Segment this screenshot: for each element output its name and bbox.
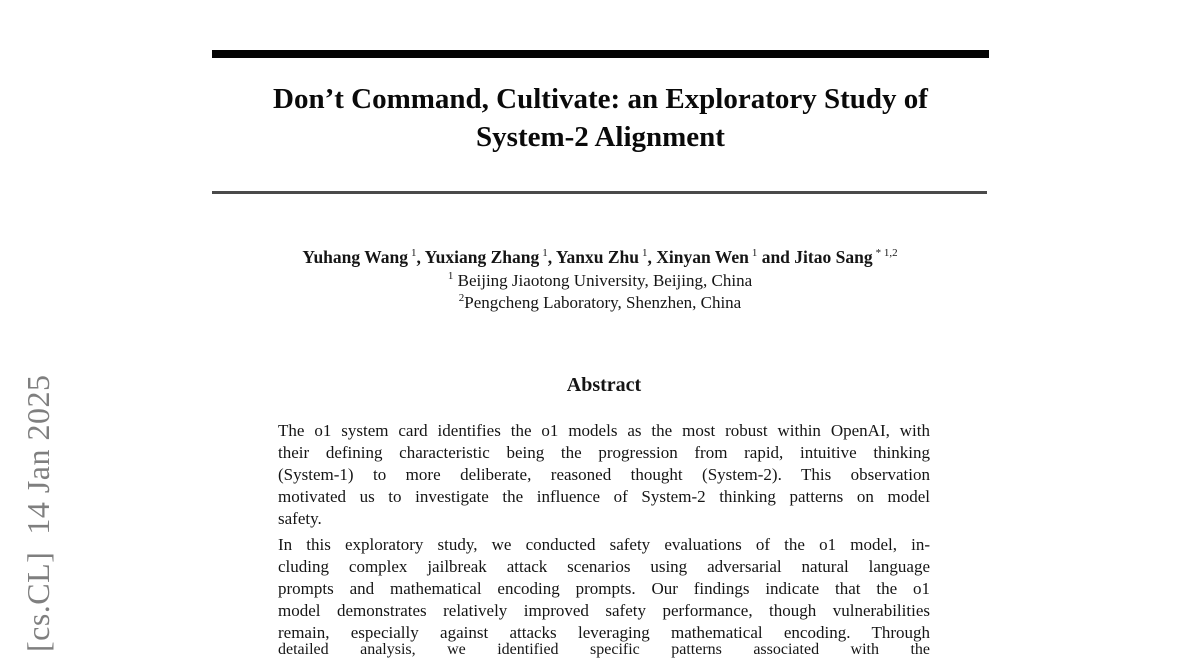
author bbox=[302, 247, 424, 267]
affiliation-marker: 2 bbox=[458, 292, 465, 304]
abstract-text-line: In this exploratory study, we conducted safety evaluations of the o1 model, in- bbox=[278, 535, 930, 554]
affiliation-text: Pengcheng Laboratory, Shenzhen, China bbox=[464, 293, 742, 312]
author-separator: , bbox=[416, 247, 425, 267]
author-separator: and bbox=[757, 247, 795, 267]
author-affiliation-marker: 1 bbox=[410, 247, 417, 259]
arxiv-watermark: [cs.CL] 14 Jan 2025 bbox=[20, 374, 56, 652]
abstract-text-line: motivated us to investigate the influence of System-2 thinking patterns on model bbox=[278, 487, 930, 506]
paper-title bbox=[212, 80, 989, 156]
author-name: Yuxiang Zhang bbox=[424, 247, 540, 267]
affiliation-2 bbox=[150, 287, 1050, 314]
paper-title-line-2: System-2 Alignment bbox=[476, 121, 725, 153]
author-separator: , bbox=[547, 247, 556, 267]
title-rule-bottom bbox=[212, 191, 987, 194]
author-affiliation-marker: 1 bbox=[642, 247, 648, 259]
author-name: Yuhang Wang bbox=[302, 247, 408, 267]
abstract-text-line: (System-1) to more deliberate, reasoned thought (System-2). This observation bbox=[278, 465, 930, 484]
abstract-clipped-line-strip bbox=[278, 641, 930, 658]
author-name: Yanxu Zhu bbox=[555, 247, 640, 267]
author bbox=[794, 247, 897, 267]
abstract-text-line: their defining characteristic being the progression from rapid, intuitive thinking bbox=[278, 443, 930, 462]
author-separator: , bbox=[647, 247, 657, 267]
abstract-heading: Abstract bbox=[566, 374, 642, 396]
abstract-text-line: safety. bbox=[278, 509, 322, 528]
author bbox=[556, 247, 656, 267]
abstract-paragraph-2 bbox=[278, 534, 930, 644]
author-affiliation-marker: * 1,2 bbox=[875, 247, 898, 259]
abstract-text-line: prompts and mathematical encoding prompts. Our findings indicate that the o1 bbox=[278, 579, 930, 598]
abstract-text-line: cluding complex jailbreak attack scenarios using adversarial natural language bbox=[278, 557, 930, 576]
author-name: Xinyan Wen bbox=[656, 247, 749, 267]
author-name: Jitao Sang bbox=[794, 247, 873, 267]
author-affiliation-marker: 1 bbox=[542, 247, 548, 259]
abstract-paragraph-1 bbox=[278, 420, 930, 530]
paper-title-line-1: Don’t Command, Cultivate: an Exploratory Study of bbox=[273, 83, 928, 115]
abstract-text-line: remain, especially against attacks leveraging mathematical encoding. Through bbox=[278, 623, 930, 642]
abstract-text-line: model demonstrates relatively improved safety performance, though vulnerabilities bbox=[278, 601, 930, 620]
abstract-text-line-clipped: detailed analysis, we identified specific patterns associated with the bbox=[278, 641, 930, 658]
abstract-text-line: The o1 system card identifies the o1 models as the most robust within OpenAI, with bbox=[278, 421, 930, 440]
title-rule-top bbox=[212, 50, 989, 58]
author-affiliation-marker: 1 bbox=[751, 247, 758, 259]
author bbox=[656, 247, 794, 267]
affiliation-marker: 1 bbox=[447, 270, 454, 282]
affiliation-text: Beijing Jiaotong University, Beijing, China bbox=[453, 271, 753, 290]
author bbox=[425, 247, 556, 267]
